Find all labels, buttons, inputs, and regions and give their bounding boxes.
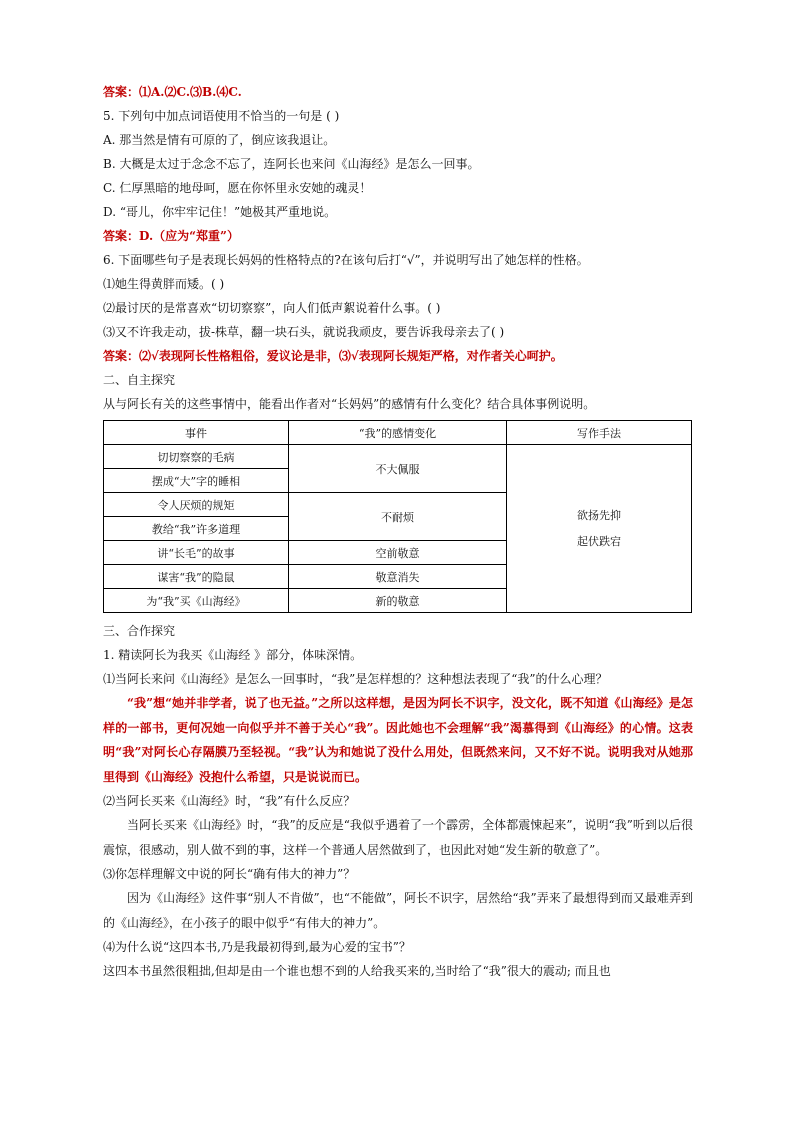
event-cell: 教给“我”许多道理 xyxy=(104,517,289,541)
question-3-2: ⑵当阿长买来《山海经》时，“我”有什么反应？ xyxy=(103,794,356,808)
q6-item-3: ⑶又不许我走动，拔-株草，翻一块石头，就说我顽皮，要告诉我母亲去了( ) xyxy=(103,325,505,339)
document-page xyxy=(103,80,693,984)
q6-item-1: ⑴她生得黄胖而矮。( ) xyxy=(103,277,225,291)
q5-option-c: C. 仁厚黑暗的地母呵，愿在你怀里永安她的魂灵！ xyxy=(103,181,372,195)
feeling-cell: 敬意消失 xyxy=(289,565,507,589)
q5-option-a: A. 那当然是情有可原的了，倒应该我退让。 xyxy=(103,133,336,147)
q5-option-d: D. “哥儿，你牢牢记住！”她极其严重地说。 xyxy=(103,205,337,219)
table-row xyxy=(104,445,692,469)
table-header: “我”的感情变化 xyxy=(289,421,507,445)
answer-3-4: 这四本书虽然很粗拙,但却是由一个谁也想不到的人给我买来的,当时给了“我”很大的震动; 而且也 xyxy=(103,964,611,978)
answer-3-2: 当阿长买来《山海经》时，“我”的反应是“我似乎遇着了一个霹雳，全体都震悚起来”，说明“我”听到以后很震惊，很感动，别人做不到的事，这样一个普通人居然做到了，也因此对她“发生新的敬意了”。 xyxy=(103,818,693,857)
technique-line-1: 欲扬先抑 xyxy=(577,508,621,522)
question-5: 5. 下列句中加点词语使用不恰当的一句是 ( ) xyxy=(103,109,340,123)
answer-3-1: “我”想“她并非学者，说了也无益。”之所以这样想，是因为阿长不识字，没文化，既不知道《山海经》是怎样的一部书，更何况她一向似乎并不善于关心“我”。因此她也不会理解“我”渴慕得到《山海经》的心情。这表明“我”对阿长心存隔膜乃至轻视。“我”认为和她说了没什么用处，但既然来问，又不好不说。说明我对从她那里得到《山海经》没抱什么希望，只是说说而已。 xyxy=(103,696,693,784)
q5-option-b: B. 大概是太过于念念不忘了，连阿长也来问《山海经》是怎么一回事。 xyxy=(103,157,480,171)
table-header: 事件 xyxy=(104,421,289,445)
answer-6: 答案：⑵√表现阿长性格粗俗，爱议论是非，⑶√表现阿长规矩严格，对作者关心呵护。 xyxy=(103,349,563,363)
answer-4: 答案：⑴A.⑵C.⑶B.⑷C. xyxy=(103,85,242,99)
section-2-heading: 二、自主探究 xyxy=(103,373,176,387)
event-cell: 摆成“大”字的睡相 xyxy=(104,469,289,493)
section-3-intro: 1. 精读阿长为我买《山海经 》部分，体味深情。 xyxy=(103,648,363,662)
table-header: 写作手法 xyxy=(507,421,692,445)
answer-3-3: 因为《山海经》这件事“别人不肯做”，也“不能做”，阿长不识字，居然给“我”弄来了最想得到而又最难弄到的《山海经》，在小孩子的眼中似乎“有伟大的神力”。 xyxy=(103,891,693,930)
event-cell: 讲“长毛”的故事 xyxy=(104,541,289,565)
feeling-cell: 不大佩服 xyxy=(289,445,507,493)
technique-line-2: 起伏跌宕 xyxy=(577,534,621,548)
feeling-cell: 空前敬意 xyxy=(289,541,507,565)
feeling-cell: 不耐烦 xyxy=(289,493,507,541)
question-3-1: ⑴当阿长来问《山海经》是怎么一回事时，“我”是怎样想的？这种想法表现了“我”的什么心理？ xyxy=(103,672,608,686)
table-header-row xyxy=(104,421,692,445)
question-3-3: ⑶你怎样理解文中说的阿长“确有伟大的神力”？ xyxy=(103,867,356,881)
answer-5: 答案：D.（应为“郑重”） xyxy=(103,229,239,243)
event-cell: 谋害“我”的隐鼠 xyxy=(104,565,289,589)
section-3-heading: 三、合作探究 xyxy=(103,624,176,638)
event-cell: 为“我”买《山海经》 xyxy=(104,589,289,613)
feeling-cell: 新的敬意 xyxy=(289,589,507,613)
technique-cell xyxy=(507,445,692,613)
question-3-4: ⑷为什么说“这四本书,乃是我最初得到,最为心爱的宝书”？ xyxy=(103,940,411,954)
question-6: 6. 下面哪些句子是表现长妈妈的性格特点的?在该句后打“√”，并说明写出了她怎样的性格。 xyxy=(103,253,589,267)
q6-item-2: ⑵最讨厌的是常喜欢“切切察察”，向人们低声絮说着什么事。( ) xyxy=(103,301,441,315)
section-2-question: 从与阿长有关的这些事情中，能看出作者对“长妈妈”的感情有什么变化？结合具体事例说明。 xyxy=(103,397,596,411)
feelings-table xyxy=(103,420,692,613)
event-cell: 令人厌烦的规矩 xyxy=(104,493,289,517)
event-cell: 切切察察的毛病 xyxy=(104,445,289,469)
